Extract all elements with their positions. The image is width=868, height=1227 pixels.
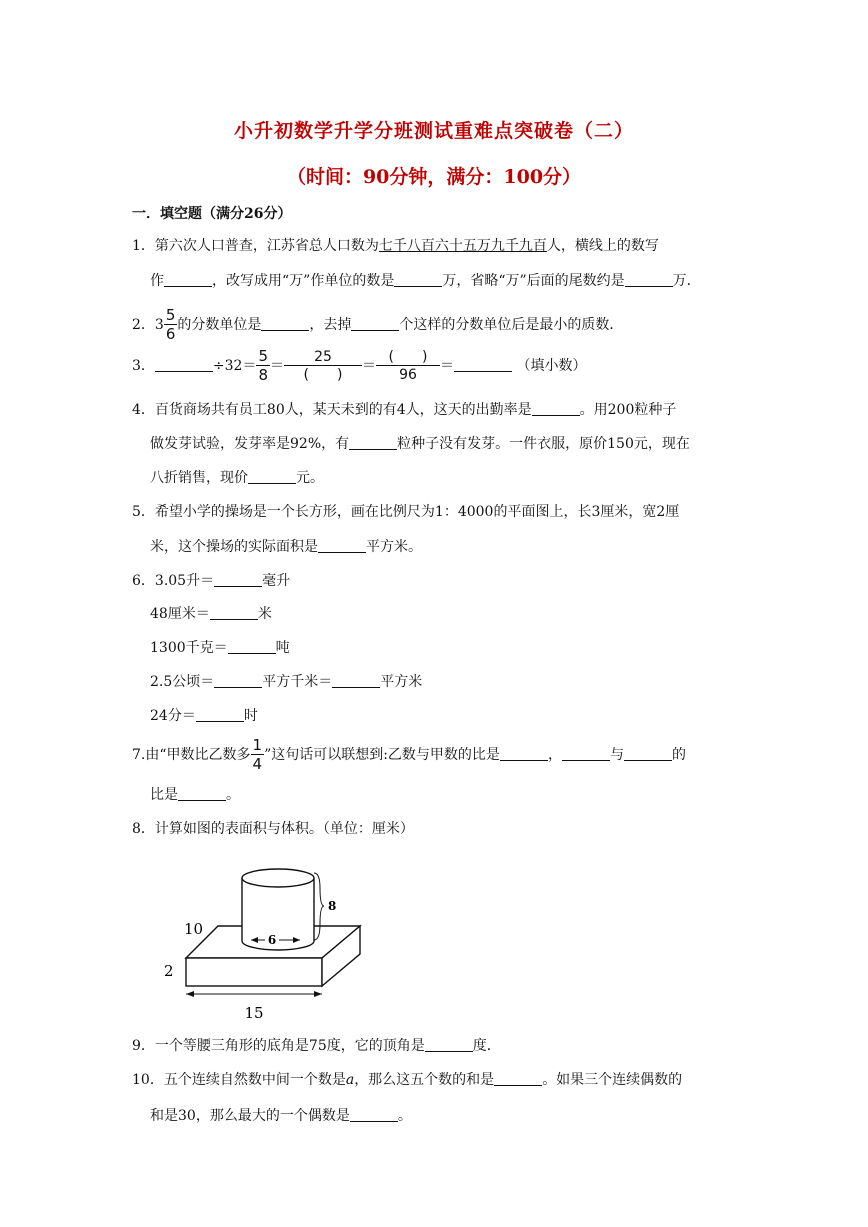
answer-blank[interactable]: [494, 1071, 542, 1086]
question-6-line-2: 48厘米＝ 米: [150, 606, 272, 622]
mixed-fraction: $\frac{5}{6}$: [165, 306, 176, 343]
question-5-line-1: 5．希望小学的操场是一个长方形，画在比例尺为1：4000的平面图上，长3厘米，宽2厘: [132, 504, 680, 520]
width-label: 10: [184, 920, 204, 938]
question-1-line-2: 作 ，改写成用“万”作单位的数是 万，省略“万”后面的尾数约是 万．: [150, 273, 701, 289]
question-7-line-1: 7.由“甲数比乙数多 $\frac{1}{4}$ ”这句话可以联想到:乙数与甲数的比是 ， 与 的: [132, 736, 686, 773]
answer-blank[interactable]: [210, 605, 258, 620]
answer-blank[interactable]: [394, 272, 442, 287]
question-6-line-1: 6．3.05升＝ 毫升: [132, 573, 291, 589]
fraction-blank-96[interactable]: $\frac{( )}{96}$: [376, 350, 440, 382]
answer-blank[interactable]: [155, 357, 213, 372]
answer-blank[interactable]: [351, 316, 399, 331]
answer-blank[interactable]: [214, 572, 262, 587]
question-6-line-4: 2.5公顷＝ 平方千米＝ 平方米: [150, 674, 423, 690]
fraction-25-blank[interactable]: $\frac{25}{( )}$: [284, 350, 362, 382]
answer-blank[interactable]: [532, 401, 580, 416]
fraction-1-4: $\frac{1}{4}$: [252, 736, 263, 773]
question-1-line-1: 1．第六次人口普查，江苏省总人口数为七千八百六十五万九千九百人，横线上的数写: [132, 238, 659, 254]
answer-blank[interactable]: [178, 786, 226, 801]
height-label: 8: [328, 899, 337, 913]
question-10-line-2: 和是30，那么最大的一个偶数是 。: [150, 1108, 412, 1124]
box-front-face: [186, 958, 322, 986]
arrow-head: [314, 991, 322, 997]
arrow-head: [186, 991, 194, 997]
answer-blank[interactable]: [164, 272, 212, 287]
answer-blank[interactable]: [350, 1107, 398, 1122]
question-3: 3． ÷32＝ $\frac{5}{8}$ ＝ $\frac{25}{( )}$ ＝ $\frac{( )}{96}$ ＝ （填小数）: [132, 347, 587, 384]
answer-blank[interactable]: [625, 272, 673, 287]
question-6-line-5: 24分＝ 时: [150, 708, 258, 724]
question-7-line-2: 比是 。: [150, 787, 240, 803]
answer-blank[interactable]: [318, 538, 366, 553]
answer-blank[interactable]: [624, 746, 672, 761]
question-6-line-3: 1300千克＝ 吨: [150, 640, 290, 656]
answer-blank[interactable]: [425, 1037, 473, 1052]
question-2: 2．3 $\frac{5}{6}$ 的分数单位是 ，去掉 个这样的分数单位后是最小的质数．: [132, 306, 624, 343]
answer-blank[interactable]: [261, 316, 309, 331]
page-title: 小升初数学升学分班测试重难点突破卷（二）: [233, 120, 634, 142]
question-8: 8．计算如图的表面积与体积。（单位：厘米）: [132, 821, 414, 837]
answer-blank[interactable]: [562, 746, 610, 761]
answer-blank[interactable]: [228, 639, 276, 654]
answer-blank[interactable]: [196, 707, 244, 722]
length-label: 15: [244, 1004, 264, 1022]
answer-blank[interactable]: [500, 746, 548, 761]
question-10-line-1: 10．五个连续自然数中间一个数是a，那么这五个数的和是 。如果三个连续偶数的: [132, 1072, 683, 1088]
answer-blank[interactable]: [248, 469, 296, 484]
underlined-number: 七千八百六十五万九千九百: [378, 238, 547, 254]
diameter-label: 6: [267, 933, 277, 947]
question-4-line-2: 做发芽试验，发芽率是92%，有 粒种子没有发芽。一件衣服，原价150元，现在: [150, 436, 690, 452]
answer-blank[interactable]: [454, 357, 512, 372]
fraction-5-8: $\frac{5}{8}$: [258, 347, 269, 384]
answer-blank[interactable]: [214, 673, 262, 688]
answer-blank[interactable]: [332, 673, 380, 688]
page-subtitle: （时间：90分钟，满分：100分）: [286, 166, 582, 188]
question-9: 9．一个等腰三角形的底角是75度，它的顶角是 度．: [132, 1038, 501, 1054]
cylinder-on-box-figure: [150, 858, 390, 1028]
answer-blank[interactable]: [349, 435, 397, 450]
question-4-line-3: 八折销售，现价 元。: [150, 470, 324, 486]
thickness-label: 2: [164, 962, 174, 980]
question-4-line-1: 4．百货商场共有员工80人，某天未到的有4人，这天的出勤率是 。用200粒种子: [132, 402, 677, 418]
cylinder-top: [242, 869, 314, 887]
question-5-line-2: 米，这个操场的实际面积是 平方米。: [150, 539, 422, 555]
section-heading: 一．填空题（满分26分）: [132, 206, 292, 222]
